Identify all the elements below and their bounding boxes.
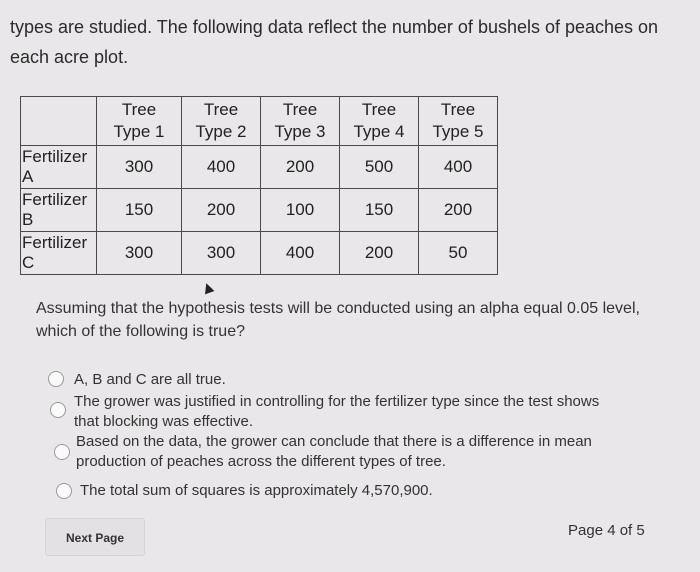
option-label: A, B and C are all true. (74, 371, 226, 388)
row-label-fertilizer-b: Fertilizer B (21, 189, 97, 232)
table-cell: 300 (182, 232, 261, 275)
table-cell: 400 (419, 146, 498, 189)
header-tree-type-2: Tree Type 2 (182, 97, 261, 146)
table-cell: 400 (182, 146, 261, 189)
table-cell: 500 (340, 146, 419, 189)
intro-line-1: types are studied. The following data reflect the number of bushels of peaches on (10, 17, 659, 37)
radio-button-icon[interactable] (56, 483, 72, 499)
radio-button-icon[interactable] (50, 402, 66, 418)
table-row (21, 189, 498, 232)
table-cell: 400 (261, 232, 340, 275)
question-text (36, 297, 686, 343)
table-cell: 150 (97, 189, 182, 232)
header-tree-type-5: Tree Type 5 (419, 97, 498, 146)
next-page-button[interactable]: Next Page (45, 518, 145, 556)
mouse-cursor-icon (202, 282, 215, 295)
question-line-1: Assuming that the hypothesis tests will be conducted using an alpha equal 0.05 level, (36, 300, 640, 317)
option-label: Based on the data, the grower can conclude that there is a difference in mean production of peaches across the different types of tree. (76, 433, 592, 470)
table-cell: 100 (261, 189, 340, 232)
page-indicator: Page 4 of 5 (568, 522, 645, 539)
data-table (20, 96, 498, 275)
intro-line-2: each acre plot. (10, 47, 129, 67)
table-cell: 200 (340, 232, 419, 275)
option-label: The grower was justified in controlling for the fertilizer type since the test shows that blocking was effective. (74, 393, 600, 430)
row-label-fertilizer-a: Fertilizer A (21, 146, 97, 189)
question-line-2: which of the following is true? (36, 323, 245, 340)
option-label: The total sum of squares is approximately 4,570,900. (80, 482, 433, 499)
table-cell: 200 (261, 146, 340, 189)
table-row (21, 146, 498, 189)
table-header-row (21, 97, 498, 146)
table-cell: 200 (419, 189, 498, 232)
table-row (21, 232, 498, 275)
header-tree-type-3: Tree Type 3 (261, 97, 340, 146)
table-cell: 150 (340, 189, 419, 232)
table-corner-cell (21, 97, 97, 146)
radio-button-icon[interactable] (54, 444, 70, 460)
table-cell: 200 (182, 189, 261, 232)
header-tree-type-1: Tree Type 1 (97, 97, 182, 146)
row-label-fertilizer-c: Fertilizer C (21, 232, 97, 275)
table-cell: 300 (97, 232, 182, 275)
table-cell: 300 (97, 146, 182, 189)
radio-button-icon[interactable] (48, 371, 64, 387)
table-cell: 50 (419, 232, 498, 275)
question-intro (10, 12, 690, 72)
header-tree-type-4: Tree Type 4 (340, 97, 419, 146)
